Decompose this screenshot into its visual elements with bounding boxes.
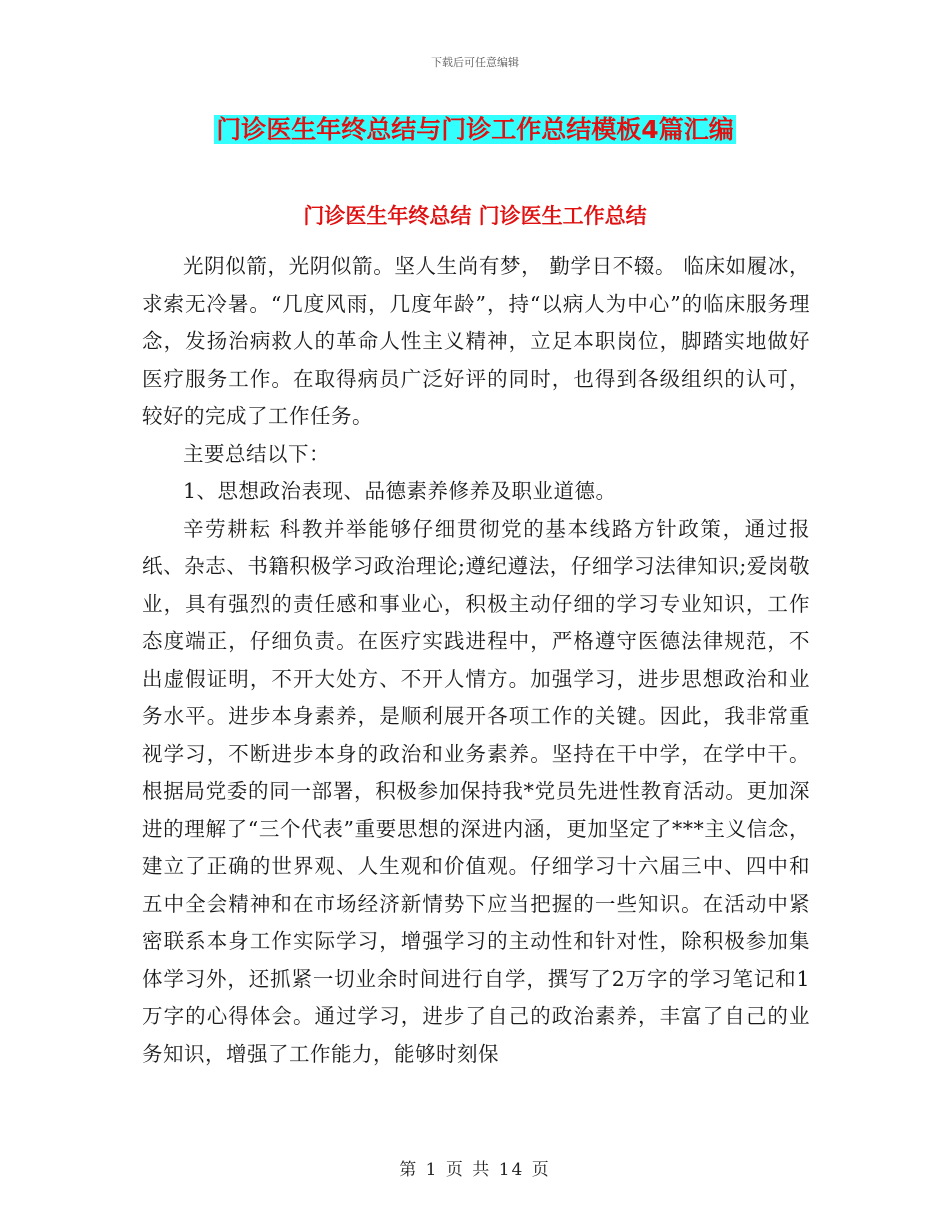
document-title xyxy=(0,112,950,148)
paragraph-body-1: 辛劳耕耘 科教并举能够仔细贯彻党的基本线路方针政策，通过报纸、杂志、书籍积极学习政治理论;遵纪遵法，仔细学习法律知识;爱岗敬业，具有强烈的责任感和事业心，积极主动仔细的学习专业知识，工作态度端正，仔细负责。在医疗实践进程中，严格遵守医德法律规范，不出虚假证明，不开大处方、不开人情方。加强学习，进步思想政治和业务水平。进步本身素养，是顺利展开各项工作的关键。因此，我非常重视学习，不断进步本身的政治和业务素养。坚持在干中学，在学中干。根据局党委的同一部署，积极参加保持我*党员先进性教育活动。更加深进的理解了“三个代表”重要思想的深进内涵，更加坚定了***主义信念，建立了正确的世界观、人生观和价值观。仔细学习十六届三中、四中和五中全会精神和在市场经济新情势下应当把握的一些知识。在活动中紧密联系本身工作实际学习，增强学习的主动性和针对性，除积极参加集体学习外，还抓紧一切业余时间进行自学，撰写了2万字的学习笔记和1万字的心得体会。通过学习，进步了自己的政治素养，丰富了自己的业务知识，增强了工作能力，能够时刻保 xyxy=(142,516,810,1066)
paragraph-intro: 光阴似箭，光阴似箭。坚人生尚有梦， 勤学日不辍。 临床如履冰， 求索无冷暑。“几度风雨，几度年龄”，持“以病人为中心”的临床服务理念，发扬治病救人的革命人性主义精神，立足本职岗位，脚踏实地做好医疗服务工作。在取得病员广泛好评的同时，也得到各级组织的认可，较好的完成了工作任务。 xyxy=(142,254,810,428)
document-body xyxy=(142,248,810,1073)
paragraph-summary-lead: 主要总结以下： xyxy=(183,441,330,466)
page-number: 第 1 页 共 14 页 xyxy=(399,1160,551,1180)
section-title: 门诊医生年终总结 门诊医生工作总结 xyxy=(303,204,647,228)
document-title-text: 门诊医生年终总结与门诊工作总结模板4篇汇编 xyxy=(216,115,734,144)
header-note: 下载后可任意编辑 xyxy=(431,56,519,69)
paragraph-heading-1: 1、思想政治表现、品德素养修养及职业道德。 xyxy=(183,479,617,503)
